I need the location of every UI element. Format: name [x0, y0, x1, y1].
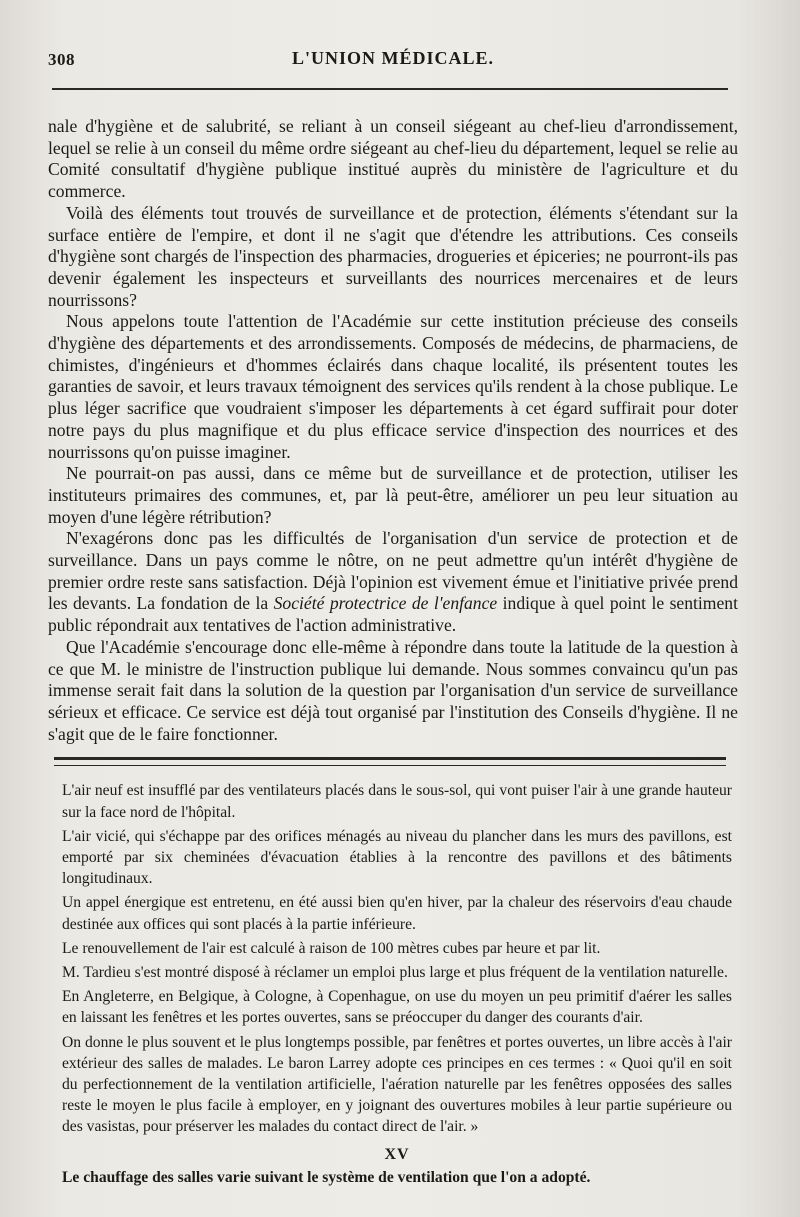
paragraph: Voilà des éléments tout trouvés de surveillance et de protection, éléments s'étendant sur la surface entière de l'empire, et dont il ne s'agit que d'étendre les attributions. Ces conseils d'hygiène sont chargés de l'inspection des pharmacies, drogueries et épiceries; ne pourront-ils pas devenir également les inspecteurs et surveillants des nourrices mercenaires et de leurs nourrissons?: [48, 202, 738, 310]
note-paragraph: M. Tardieu s'est montré disposé à réclamer un emploi plus large et plus fréquent de la ventilation naturelle.: [62, 964, 728, 982]
society-name: Société protectrice de l'enfance: [273, 593, 498, 614]
section-divider: [54, 757, 726, 766]
feuilleton-text: [48, 780, 738, 1188]
note-paragraph: Le renouvellement de l'air est calculé à raison de 100 mètres cubes par heure et par lit.: [62, 939, 601, 957]
paragraph: nale d'hygiène et de salubrité, se reliant à un conseil siégeant au chef-lieu d'arrondissement, lequel se relie à un conseil du même ordre siégeant au chef-lieu du département, lequel se relie au Comité consultatif d'hygiène publique institué auprès du ministère de l'agriculture et du commerce.: [48, 116, 738, 202]
section-marker: XV: [384, 1145, 410, 1163]
note-paragraph: Le chauffage des salles varie suivant le système de ventilation que l'on a adopté.: [62, 1168, 591, 1186]
running-title: L'UNION MÉDICALE.: [291, 48, 495, 68]
header-rule: [52, 88, 728, 90]
page-header: [48, 44, 738, 74]
note-paragraph: On donne le plus souvent et le plus longtemps possible, par fenêtres et portes ouvertes, un libre accès à l'air extérieur des salles de malades. Le baron Larrey adopte ces principes en ces termes : « Quoi qu'il en soit du perfectionnement de la ventilation artificielle, l'aération naturelle par les fenêtres opposées des salles reste le moyen le plus facile à employer, en y joignant des ouvertures mobiles à leur partie supérieure ou des vasistas, pour préserver les malades du contact direct de l'air. »: [62, 1033, 732, 1136]
note-paragraph: Un appel énergique est entretenu, en été aussi bien qu'en hiver, par la chaleur des réservoirs d'eau chaude destinée aux offices qui sont placés à la partie inférieure.: [62, 894, 732, 933]
paragraph: Ne pourrait-on pas aussi, dans ce même but de surveillance et de protection, utiliser les instituteurs primaires des communes, et, par là peut-être, améliorer un peu leur situation au moyen d'une légère rétribution?: [48, 463, 738, 527]
main-text: [48, 116, 738, 745]
note-paragraph: En Angleterre, en Belgique, à Cologne, à Copenhague, on use du moyen un peu primitif d'aérer les salles en laissant les fenêtres et les portes ouvertes, sans se préoccuper du danger des courants d'air.: [62, 988, 732, 1027]
page-number: 308: [48, 50, 75, 69]
note-paragraph: L'air vicié, qui s'échappe par des orifices ménagés au niveau du plancher dans les murs des pavillons, est emporté par six cheminées d'évacuation établies à la rencontre des pavillons et des bâtiments longitudinaux.: [62, 827, 732, 888]
paragraph-text: indique à quel point le sentiment public répondrait aux tentatives de l'action administrative.: [48, 593, 738, 636]
paragraph: Nous appelons toute l'attention de l'Académie sur cette institution précieuse des conseils d'hygiène des départements et des arrondissements. Composés de médecins, de pharmaciens, de chimistes, d'ingénieurs et d'hommes éclairés dans chaque localité, ils présentent toutes les garanties de savoir, et leurs travaux témoignent des services qu'ils rendent à la chose publique. Le plus léger sacrifice que voudraient s'imposer les départements à cet égard suffirait pour doter notre pays du plus magnifique et du plus efficace service d'inspection des nourrices et des nourrissons qu'on puisse imaginer.: [48, 311, 738, 462]
paragraph: Que l'Académie s'encourage donc elle-même à répondre dans toute la latitude de la question à ce que M. le ministre de l'instruction publique lui demande. Nous sommes convaincu qu'un pas immense serait fait dans la solution de la question par l'organisation d'un service de surveillance sérieux et efficace. Ce service est déjà tout organisé par l'institution des Conseils d'hygiène. Il ne s'agit que de le faire fonctionner.: [48, 636, 738, 744]
paragraph: [48, 528, 738, 637]
note-paragraph: L'air neuf est insufflé par des ventilateurs placés dans le sous-sol, qui vont puiser l'air à une grande hauteur sur la face nord de l'hôpital.: [62, 782, 732, 821]
paragraph-text: N'exagérons donc pas les difficultés de l'organisation d'un service de protection et de surveillance. Dans un pays comme le nôtre, on ne peut admettre qu'un intérêt d'hygiène de premier ordre reste sans satisfaction. Déjà l'opinion est vivement émue et l'initiative privée prend les devants. La fondation de la: [48, 528, 738, 614]
